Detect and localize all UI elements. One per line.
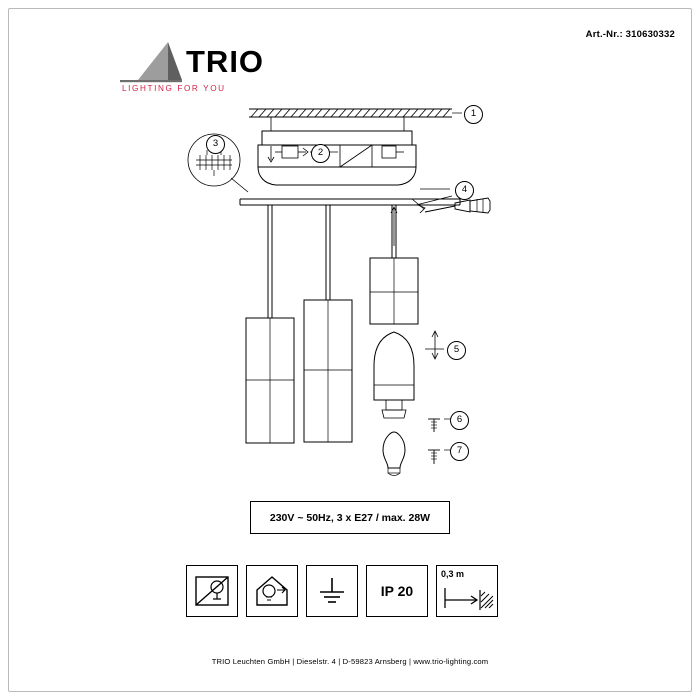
footer-website: www.trio-lighting.com <box>413 657 489 666</box>
callout-7: 7 <box>450 442 469 461</box>
symbol-row <box>186 565 526 617</box>
no-dishwasher-symbol <box>186 565 238 617</box>
callout-1: 1 <box>464 105 483 124</box>
callout-3: 3 <box>206 135 225 154</box>
article-number: Art.-Nr.: 310630332 <box>585 29 675 40</box>
footer <box>0 657 700 666</box>
logo-slogan: LIGHTING FOR YOU <box>122 84 226 93</box>
footer-sep-3: | <box>408 657 412 666</box>
footer-city: D-59823 Arnsberg <box>342 657 407 666</box>
callout-2: 2 <box>311 144 330 163</box>
indoor-use-icon <box>247 566 297 616</box>
footer-sep-1: | <box>292 657 295 666</box>
electrical-spec-box <box>250 501 450 534</box>
minimum-distance-symbol <box>436 565 498 617</box>
ip-rating-label: IP 20 <box>380 583 414 599</box>
footer-company: TRIO Leuchten GmbH <box>211 657 290 666</box>
footer-sep-2: | <box>338 657 341 666</box>
minimum-distance-label: 0,3 m <box>441 569 465 579</box>
logo-wordmark: TRIO <box>186 44 265 79</box>
indoor-use-symbol <box>246 565 298 617</box>
protective-earth-symbol <box>306 565 358 617</box>
footer-address: Dieselstr. 4 <box>296 657 337 666</box>
callout-5: 5 <box>447 341 466 360</box>
callout-6: 6 <box>450 411 469 430</box>
ip-rating-symbol <box>366 565 428 617</box>
protective-earth-icon <box>307 566 357 616</box>
no-dishwasher-icon <box>187 566 237 616</box>
electrical-spec-text: 230V ~ 50Hz, 3 x E27 / max. 28W <box>269 511 431 524</box>
callout-4: 4 <box>455 181 474 200</box>
